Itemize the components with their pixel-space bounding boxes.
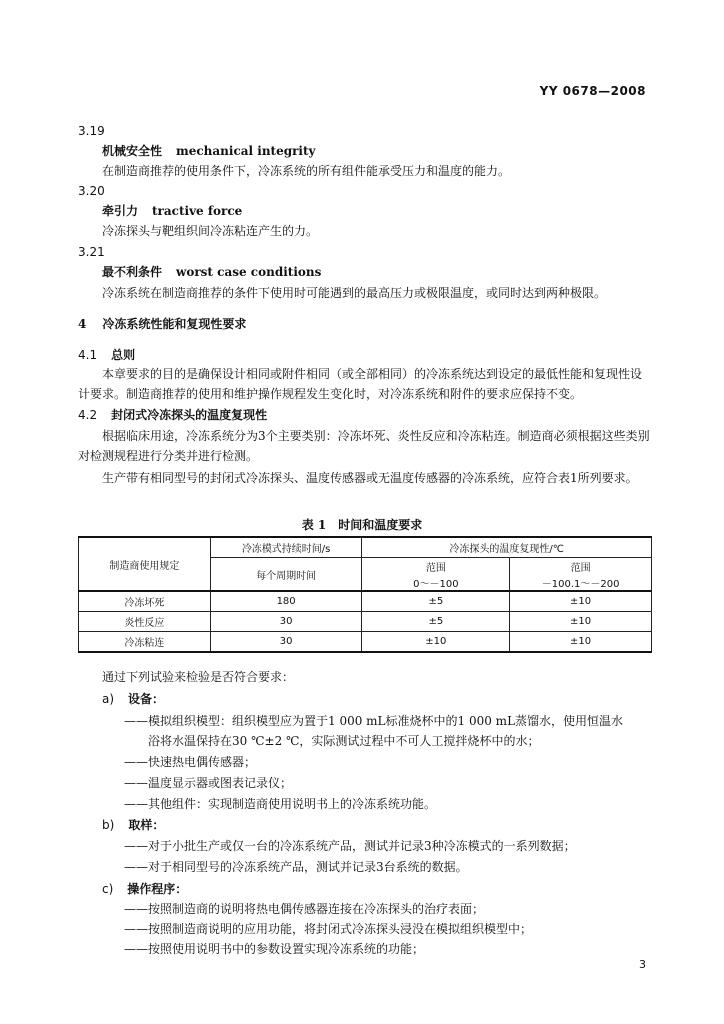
section-title: 冷冻系统性能和复现性要求 [102,317,247,331]
table-row [79,632,652,653]
list-bullet-cont: 浴将水温保持在30 ℃±2 ℃，实际测试过程中不可人工搅拌烧杯中的水； [148,734,540,748]
table-row [79,591,652,612]
clause-number: 3.20 [78,184,105,198]
term-definition: 在制造商推荐的使用条件下，冷冻系统的所有组件能承受压力和温度的能力。 [102,164,511,178]
clause-number: 3.19 [78,124,105,138]
subsection-number: 4.1 [78,348,98,362]
table-title: 时间和温度要求 [338,518,423,532]
cell-range1: ±5 [362,612,510,632]
document-id: YY 0678—2008 [539,84,646,98]
term-en: tractive force [152,204,243,218]
list-label: a) [102,692,115,706]
term-heading [102,142,316,160]
table-caption [0,516,724,533]
cell-range2: ±10 [510,591,652,612]
list-bullet: ——对于相同型号的冷冻系统产品，测试并记录3台系统的数据。 [124,860,468,874]
header-range2: －100.1～－200 [510,574,652,591]
cell-range2: ±10 [510,632,652,653]
list-label: b) [102,818,115,832]
section-heading [78,315,246,333]
list-title: 操作程序： [127,882,188,896]
table-number: 表 1 [301,518,327,532]
cell-use: 冷冻坏死 [79,591,211,612]
list-bullet: ——按照制造商的说明将热电偶传感器连接在冷冻探头的治疗表面； [124,902,485,916]
cell-time: 30 [210,612,362,632]
list-bullet: ——温度显示器或图表记录仪； [124,776,293,790]
term-zh: 机械安全性 [102,144,163,158]
list-title: 设备： [128,692,165,706]
term-en: mechanical integrity [176,144,316,158]
term-zh: 最不利条件 [102,265,163,279]
table-header-row [79,537,652,558]
header-range1: 0～－100 [362,574,510,591]
list-bullet: ——模拟组织模型：组织模型应为置于1 000 mL标准烧杯中的1 000 mL蒸馏水，使用恒温水 [124,714,624,728]
paragraph: 本章要求的目的是确保设计相同或附件相同（或全部相同）的冷冻系统达到设定的最低性能和复现性设计要求。制造商推荐的使用和维护操作规程发生变化时，对冷冻系统和附件的要求应保持不变。 [78,367,643,401]
cell-range2: ±10 [510,612,652,632]
header-range1-label: 范围 [362,558,510,575]
header-time: 冷冻模式持续时间/s [210,537,362,558]
subsection-title: 封闭式冷冻探头的温度复现性 [111,408,268,422]
term-definition: 冷冻探头与靶组织间冷冻粘连产生的力。 [102,224,319,238]
list-bullet: ——快速热电偶传感器； [124,755,257,769]
term-en: worst case conditions [176,265,322,279]
paragraph: 根据临床用途，冷冻系统分为3个主要类别：冷冻坏死、炎性反应和冷冻粘连。制造商必须根据这些类别对检测规程进行分类并进行检测。 [78,429,650,463]
subsection-heading [78,406,267,424]
subsection-number: 4.2 [78,408,98,422]
header-range2-label: 范围 [510,558,652,575]
list-bullet: ——对于小批生产或仅一台的冷冻系统产品，测试并记录3种冷冻模式的一系列数据； [124,839,576,853]
list-bullet: ——其他组件：实现制造商使用说明书上的冷冻系统功能。 [124,797,437,811]
list-bullet: ——按照使用说明书中的参数设置实现冷冻系统的功能； [124,942,425,956]
requirements-table [78,536,652,653]
section-number: 4 [78,317,87,331]
list-label: c) [102,882,114,896]
header-time-sub: 每个周期时间 [210,558,362,592]
page-number: 3 [639,958,646,971]
cell-range1: ±10 [362,632,510,653]
term-heading [102,202,242,220]
list-bullet: ——按照制造商说明的应用功能，将封闭式冷冻探头浸没在模拟组织模型中； [124,922,533,936]
header-use: 制造商使用规定 [79,537,211,591]
cell-time: 30 [210,632,362,653]
cell-use: 炎性反应 [79,612,211,632]
list-item-b [102,816,164,834]
subsection-heading [78,346,135,364]
cell-use: 冷冻粘连 [79,632,211,653]
list-item-a [102,690,164,708]
paragraph: 生产带有相同型号的封闭式冷冻探头、温度传感器或无温度传感器的冷冻系统，应符合表1所列要求。 [102,471,638,485]
table-row [79,612,652,632]
term-definition: 冷冻系统在制造商推荐的条件下使用时可能遇到的最高压力或极限温度，或同时达到两种极限。 [102,286,607,300]
term-zh: 牵引力 [102,204,139,218]
header-temp: 冷冻探头的温度复现性/℃ [362,537,652,558]
list-title: 取样： [128,818,165,832]
tests-intro: 通过下列试验来检验是否符合要求： [102,670,295,684]
list-item-c [102,880,187,898]
clause-number: 3.21 [78,245,105,259]
cell-time: 180 [210,591,362,612]
subsection-title: 总则 [111,348,136,362]
term-heading [102,263,321,281]
cell-range1: ±5 [362,591,510,612]
